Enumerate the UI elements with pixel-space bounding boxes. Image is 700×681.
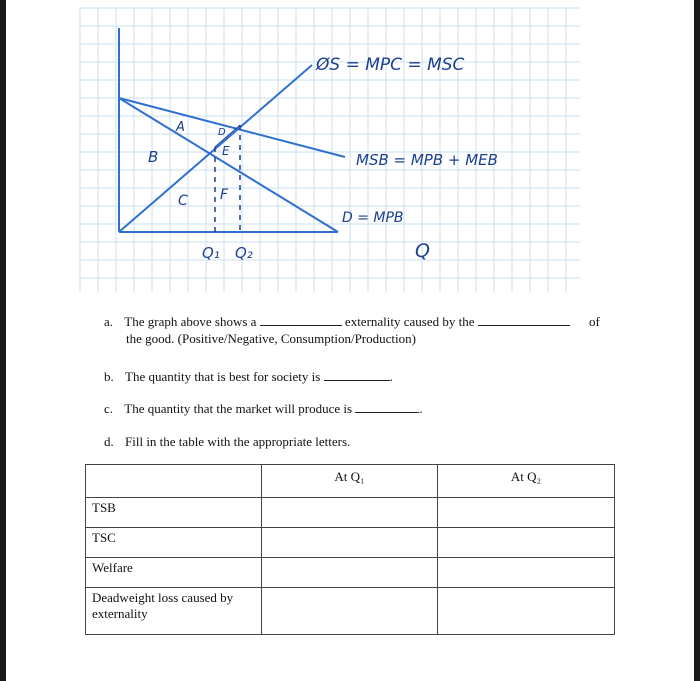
- cell-tsc-q2[interactable]: [438, 528, 615, 558]
- area-f-label: F: [220, 187, 229, 203]
- question-d: [104, 433, 350, 451]
- quantity-axis-label: Q: [415, 240, 430, 262]
- cell-tsb-q1[interactable]: [262, 498, 438, 528]
- table-header-q1: At Q₁: [262, 465, 438, 498]
- question-b: [104, 368, 393, 386]
- cell-tsb-q2[interactable]: [438, 498, 615, 528]
- question-c-text2: .: [419, 401, 423, 416]
- row-label-deadweight-loss: Deadweight loss caused by externality: [86, 588, 262, 635]
- cell-welfare-q2[interactable]: [438, 558, 615, 588]
- question-c-blank[interactable]: [355, 400, 419, 413]
- area-b-label: B: [148, 148, 159, 166]
- question-a-text4: the good. (Positive/Negative, Consumption/Production): [126, 331, 416, 346]
- msb-label: MSB = MPB + MEB: [356, 151, 498, 169]
- question-b-text2: .: [389, 369, 393, 384]
- table-row: [86, 588, 615, 635]
- table-header-row: [86, 465, 615, 498]
- cell-welfare-q1[interactable]: [262, 558, 438, 588]
- question-d-letter: d.: [104, 434, 114, 449]
- question-a-text3: of: [589, 314, 600, 329]
- cell-dwl-q1[interactable]: [262, 588, 438, 635]
- table-header-blank: [86, 465, 262, 498]
- question-a-letter: a.: [104, 314, 114, 329]
- question-c-letter: c.: [104, 401, 114, 416]
- row-label-welfare: Welfare: [86, 558, 262, 588]
- question-b-blank[interactable]: [324, 368, 390, 381]
- externality-graph: [0, 0, 700, 300]
- row-label-tsc: TSC: [86, 528, 262, 558]
- question-a-text1: The graph above shows a: [124, 314, 257, 329]
- question-c: [104, 400, 423, 418]
- question-b-letter: b.: [104, 369, 114, 384]
- question-d-text1: Fill in the table with the appropriate letters.: [125, 434, 351, 449]
- area-c-label: C: [178, 193, 188, 209]
- q1-label: Q₁: [202, 244, 220, 262]
- question-a-blank2[interactable]: [478, 313, 570, 326]
- question-a-blank1[interactable]: [260, 313, 342, 326]
- table-header-q2: At Q₂: [438, 465, 615, 498]
- area-d-label: D: [218, 127, 226, 138]
- supply-label: ØS = MPC = MSC: [316, 55, 465, 75]
- cell-tsc-q1[interactable]: [262, 528, 438, 558]
- area-e-label: E: [222, 144, 230, 158]
- row-label-tsb: TSB: [86, 498, 262, 528]
- answer-table: [85, 464, 615, 635]
- question-b-text1: The quantity that is best for society is: [125, 369, 321, 384]
- area-a-label: A: [176, 120, 185, 135]
- cell-dwl-q2[interactable]: [438, 588, 615, 635]
- table-row: [86, 498, 615, 528]
- table-row: [86, 528, 615, 558]
- question-a-text2: externality caused by the: [344, 314, 475, 329]
- question-a-line1: [104, 313, 570, 331]
- table-row: [86, 558, 615, 588]
- question-c-text1: The quantity that the market will produce is: [124, 401, 353, 416]
- q2-label: Q₂: [235, 244, 253, 262]
- demand-label: D = MPB: [342, 210, 404, 226]
